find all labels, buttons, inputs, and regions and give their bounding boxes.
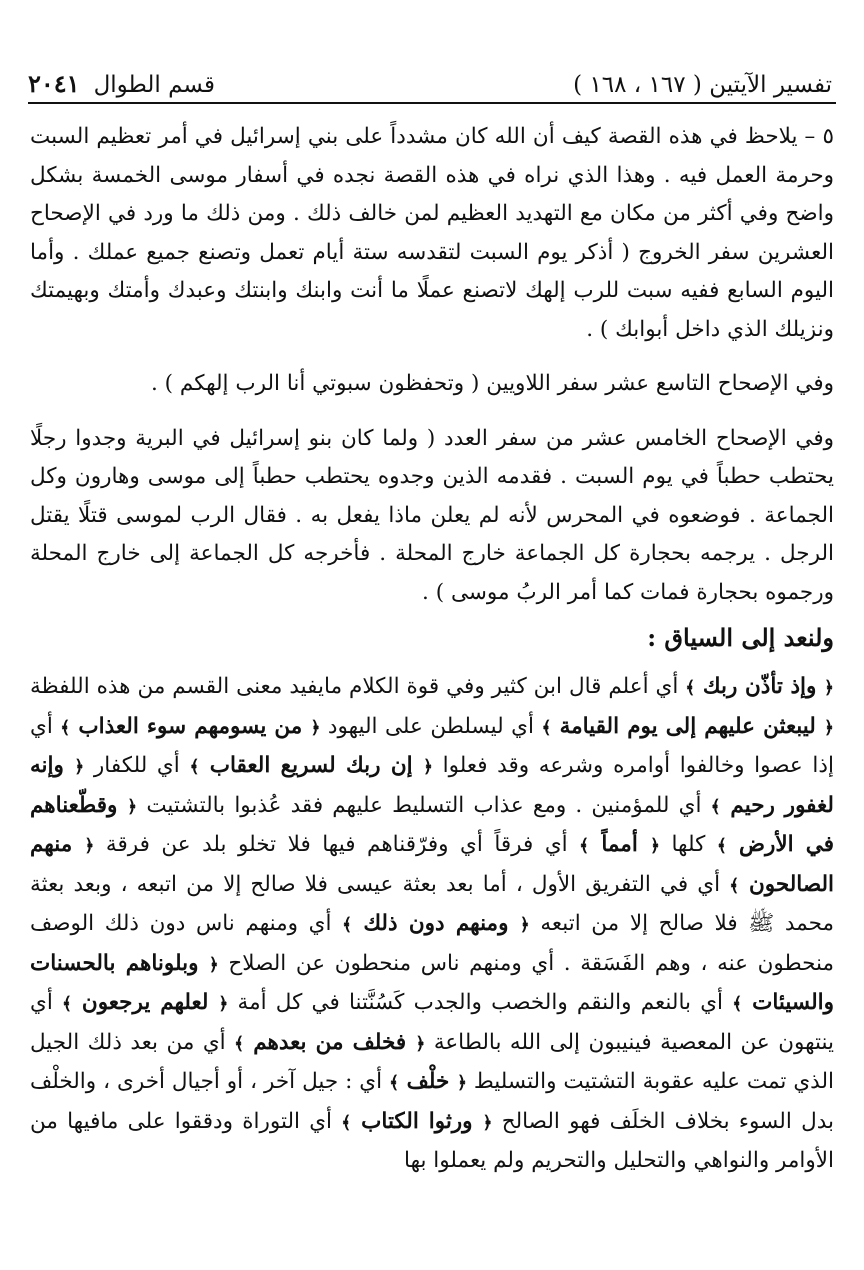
commentary: أي فرقاً أي وفرّقناهم فيها فلا تخلو بلد عن فرقة	[105, 832, 568, 857]
commentary: أي التوراة ودققوا على مافيها من الأوامر والنواهي والتحليل والتحريم ولم يعملوا بها	[30, 1108, 834, 1173]
paragraph-leviticus: وفي الإصحاح التاسع عشر سفر اللاويين ( وتحفظون سبوتي أنا الرب إلهكم ) .	[151, 371, 834, 396]
section-name: قسم الطوال	[93, 72, 215, 98]
commentary: أي للمؤمنين . ومع عذاب التسليط عليهم فقد عُذبوا بالتشتيت	[146, 792, 702, 818]
quran-quote: ﴿ خلْف ﴾	[389, 1069, 467, 1094]
page-header	[28, 58, 836, 98]
quran-quote: ﴿ وإذ تأذّن ربك ﴾	[685, 674, 834, 699]
quran-quote: ﴿ من يسومهم سوء العذاب ﴾	[60, 713, 321, 739]
commentary: أي بالنعم والنقم والخصب والجدب كَسُنَّتنا في كل أمة	[237, 990, 724, 1015]
running-title: تفسير الآيتين ( ١٦٧ ، ١٦٨ )	[573, 72, 832, 98]
header-left	[28, 69, 215, 98]
quran-quote: ﴿ وبلوناهم بالحسنات والسيئات ﴾	[30, 950, 834, 1015]
paragraph-numbers: وفي الإصحاح الخامس عشر من سفر العدد ( ولما كان بنو إسرائيل في البرية وجدوا رجلًا يحتطب حطباً في يوم السبت . فقدمه الذين وجدوه يحتطب حطباً إلى موسى وهارون وكل الجماعة . فوضعوه في المحرس لأنه لم يعلن ماذا يفعل به . فقال الرب لموسى قتلًا يقتل الرجل . يرجمه بحجارة كل الجماعة خارج المحلة . فأخرجه كل الجماعة إلى خارج المحلة ورجموه بحجارة فمات كما أمر الربُ موسى ) .	[30, 425, 834, 605]
commentary: كلها	[671, 832, 706, 857]
page-number: ٢٠٤١	[28, 69, 80, 98]
quran-quote: ﴿ وإنه لغفور رحيم ﴾	[30, 753, 834, 818]
quran-quote: ﴿ فخلف من بعدهم ﴾	[234, 1029, 426, 1055]
quran-quote: ﴿ إن ربك لسريع العقاب ﴾	[189, 753, 433, 778]
paragraph-point-5: ٥ – يلاحظ في هذه القصة كيف أن الله كان مشدداً على بني إسرائيل في أمر تعظيم السبت وحرمة العمل فيه . وهذا الذي نراه في هذه القصة نجده في أسفار موسى الخمسة بشكل واضح وفي أكثر من مكان مع التهديد العظيم لمن خالف ذلك . ومن ذلك ما ورد في الإصحاح العشرين سفر الخروج ( أذكر يوم السبت لتقدسه ستة أيام تعمل وتصنع جميع عملك . وأما اليوم السابع ففيه سبت للرب إلهك لاتصنع عملًا ما أنت وابنك وابنتك وعبدك وأمتك وبهيمتك ونزيلك الذي داخل أبوابك ) .	[30, 124, 834, 342]
quran-quote: ﴿ ورثوا الكتاب ﴾	[341, 1108, 493, 1134]
commentary: أي للكفار	[93, 753, 180, 778]
commentary: أي : جيل آخر ، أو أجيال أخرى ، والخلْف بدل السوء بخلاف الخلَف فهو الصالح	[30, 1069, 834, 1134]
commentary: أي أعلم قال ابن كثير وفي قوة الكلام مايفيد معنى القسم من هذه اللفظة	[30, 674, 679, 699]
commentary: أي في التفريق الأول ، أما بعد بعثة عيسى فلا صالح إلا من اتبعه ، وبعد بعثة محمد ﷺ فلا صالح إلا من اتبعه	[30, 871, 834, 936]
page-body	[30, 118, 834, 1181]
commentary: أي من بعد ذلك الجيل الذي تمت عليه عقوبة التشتيت والتسليط	[30, 1029, 834, 1094]
quran-quote: ﴿ ومنهم دون ذلك ﴾	[342, 911, 530, 936]
section-heading: ولنعد إلى السياق :	[647, 623, 834, 652]
commentary: أي ليسلطن على اليهود	[327, 713, 534, 739]
quran-quote: ﴿ أمماً ﴾	[579, 832, 660, 857]
quran-quote: ﴿ وقطّعناهم في الأرض ﴾	[30, 792, 834, 857]
quran-quote: ﴿ لعلهم يرجعون ﴾	[62, 990, 229, 1015]
quran-quote: ﴿ منهم الصالحون ﴾	[30, 832, 834, 897]
commentary: أي إذا عصوا وخالفوا أوامره وشرعه وقد فعلوا	[30, 713, 834, 778]
tafsir-paragraph	[30, 668, 834, 1181]
commentary: أي ومنهم ناس دون ذلك الوصف منحطون عنه ، وهم الفَسَقة . أي ومنهم ناس منحطون عن الصلاح	[30, 911, 834, 976]
commentary: أي ينتهون عن المعصية فينيبون إلى الله بالطاعة	[30, 990, 834, 1055]
quran-quote: ﴿ ليبعثن عليهم إلى يوم القيامة ﴾	[541, 713, 834, 739]
header-rule	[28, 102, 836, 104]
